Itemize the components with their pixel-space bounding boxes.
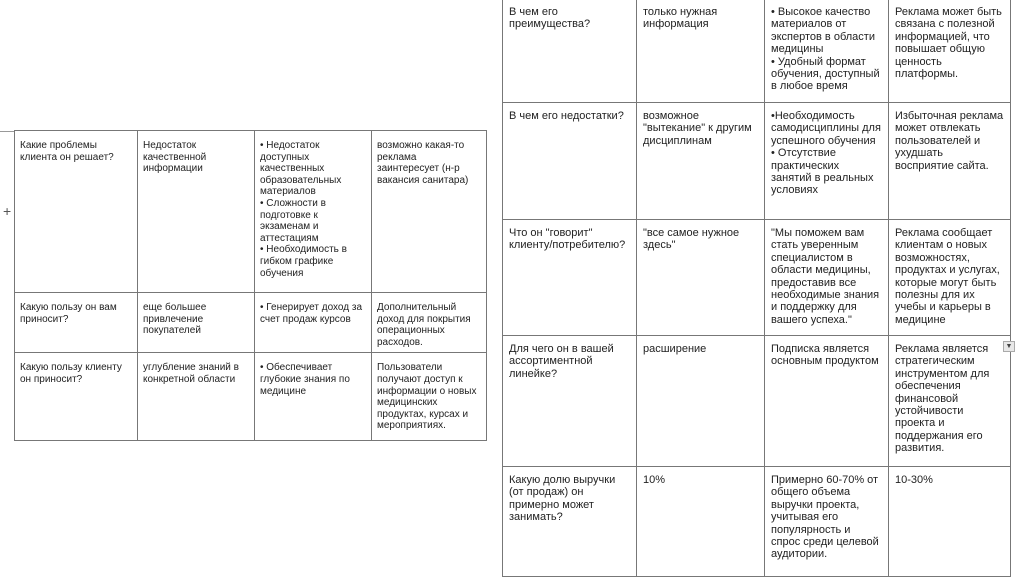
question-cell: Какую пользу он вам приносит? (15, 293, 138, 353)
question-cell: В чем его недостатки? (503, 103, 637, 220)
table-row (503, 467, 1011, 577)
table-cell: Пользователи получают доступ к информации о новых медицинских продуктах, курсах и мероприятиях. (372, 353, 487, 441)
question-cell: Какую долю выручки (от продаж) он примерно может занимать? (503, 467, 637, 577)
table-cell: Дополнительный доход для покрытия операционных расходов. (372, 293, 487, 353)
table-cell: 10-30% (889, 467, 1011, 577)
table-cell: "Мы поможем вам стать уверенным специалистом в области медицины, предоставив все необходимые знания и поддержку для вашего успеха." (765, 220, 889, 336)
question-cell: Какие проблемы клиента он решает? (15, 131, 138, 293)
table-cell: еще большее привлечение покупателей (138, 293, 255, 353)
table-row (15, 293, 487, 353)
table-row (15, 131, 487, 293)
table-cell: возможное "вытекание" к другим дисциплинам (637, 103, 765, 220)
table-row (15, 353, 487, 441)
table-row (503, 220, 1011, 336)
table-cell: • Недостаток доступных качественных образовательных материалов • Сложности в подготовке к экзаменам и аттестациям • Необходимость в гибком графике обучения (255, 131, 372, 293)
table-row (503, 0, 1011, 103)
table-cell: только нужная информация (637, 0, 765, 103)
add-row-icon[interactable]: + (3, 203, 12, 219)
question-cell: В чем его преимущества? (503, 0, 637, 103)
table-cell: Реклама может быть связана с полезной информацией, что повышает общую ценность платформы. (889, 0, 1011, 103)
table-cell: • Обеспечивает глубокие знания по медицине (255, 353, 372, 441)
left-table (14, 130, 487, 441)
table-cell: возможно какая-то реклама заинтересует (н-р вакансия санитара) (372, 131, 487, 293)
page-edge-line (0, 131, 14, 132)
table-cell: Реклама является стратегическим инструментом для обеспечения финансовой устойчивости проекта и поддержания его развития. (889, 336, 1011, 467)
table-cell: расширение (637, 336, 765, 467)
cell-dropdown-icon[interactable]: ▼ (1003, 341, 1015, 352)
table-cell: Реклама сообщает клиентам о новых возможностях, продуктах и услугах, которые могут быть полезны для их учебы и карьеры в медицине (889, 220, 1011, 336)
table-cell: •Необходимость самодисциплины для успешного обучения • Отсутствие практических занятий в реальных условиях (765, 103, 889, 220)
table-cell: Недостаток качественной информации (138, 131, 255, 293)
table-cell: Подписка является основным продуктом (765, 336, 889, 467)
table-row (503, 336, 1011, 467)
question-cell: Для чего он в вашей ассортиментной линейке? (503, 336, 637, 467)
question-cell: Какую пользу клиенту он приносит? (15, 353, 138, 441)
right-table (502, 0, 1011, 577)
table-cell: углубление знаний в конкретной области (138, 353, 255, 441)
question-cell: Что он "говорит" клиенту/потребителю? (503, 220, 637, 336)
table-cell: Избыточная реклама может отвлекать пользователей и ухудшать восприятие сайта. (889, 103, 1011, 220)
table-cell: • Высокое качество материалов от экспертов в области медицины • Удобный формат обучения, доступный в любое время (765, 0, 889, 103)
table-cell: • Генерирует доход за счет продаж курсов (255, 293, 372, 353)
table-cell: "все самое нужное здесь" (637, 220, 765, 336)
table-row (503, 103, 1011, 220)
table-cell: Примерно 60-70% от общего объема выручки проекта, учитывая его популярность и спрос среди целевой аудитории. (765, 467, 889, 577)
table-cell: 10% (637, 467, 765, 577)
